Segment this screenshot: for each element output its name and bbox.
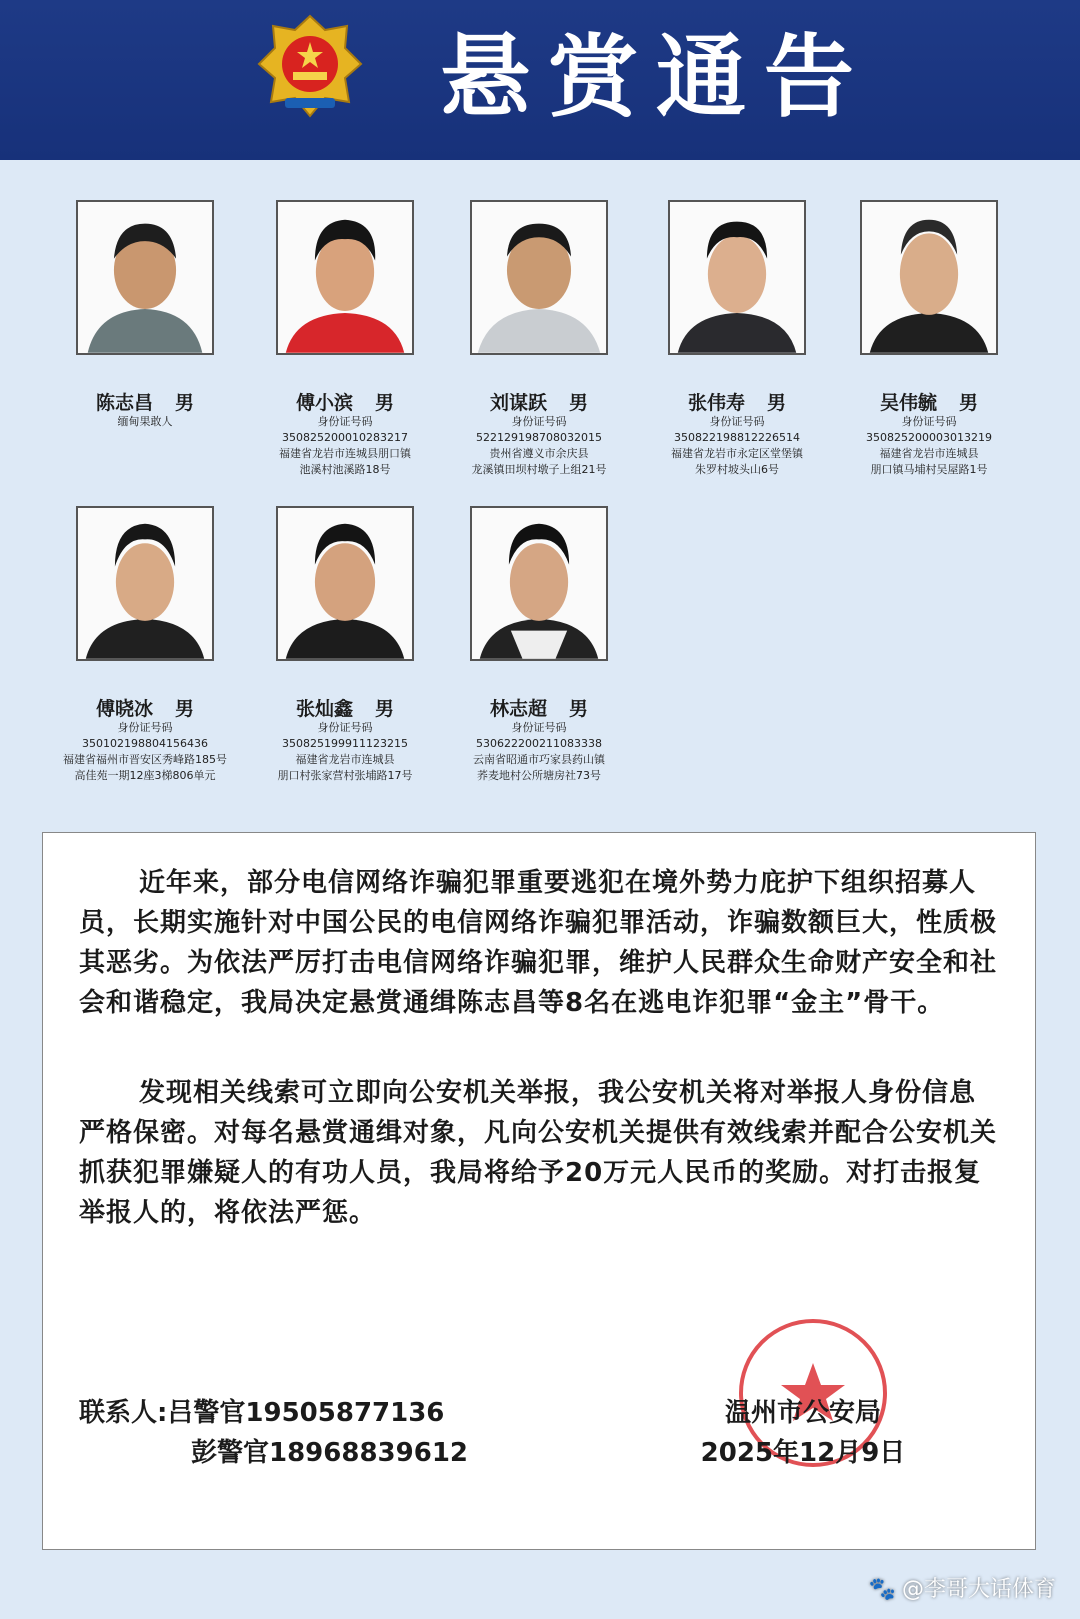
person-info: 身份证号码 350825200010283217 福建省龙岩市连城县朋口镇 池溪村池溪路18号 (279, 415, 411, 476)
person-info: 身份证号码 350825200003013219 福建省龙岩市连城县 朋口镇马埔村吴屋路1号 (866, 415, 992, 476)
contact-line-1: 联系人:吕警官19505877136 (79, 1398, 445, 1428)
paw-icon: 🐾 (868, 1577, 896, 1602)
notice-paragraph-2: 发现相关线索可立即向公安机关举报，我公安机关将对举报人身份信息严格保密。对每名悬赏通缉对象，凡向公安机关提供有效线索并配合公安机关抓获犯罪嫌疑人的有功人员，我局将给予20万元人民币的奖励。对打击报复举报人的，将依法严惩。 (79, 1078, 998, 1228)
person-photo (276, 506, 414, 661)
person-name: 张伟寿 男 (687, 392, 787, 414)
person-name: 傅小滨 男 (295, 392, 395, 414)
notice-date: 2025年12月9日 (700, 1438, 906, 1468)
contact-line-2: 彭警官18968839612 (191, 1438, 468, 1468)
person-photo (470, 200, 608, 355)
person-photo (76, 506, 214, 661)
contact-block (79, 1393, 468, 1473)
person-info: 身份证号码 350102198804156436 福建省福州市晋安区秀峰路185号 高佳苑一期12座3梯806单元 (63, 721, 227, 782)
person-photo (470, 506, 608, 661)
watermark: 🐾 @李哥大话体育 (868, 1577, 1056, 1602)
person-info: 身份证号码 522129198708032015 贵州省遵义市余庆县 龙溪镇田坝村墩子上组21号 (471, 415, 607, 476)
notice-box (42, 832, 1036, 1550)
person-photo (668, 200, 806, 355)
notice-paragraph-1: 近年来，部分电信网络诈骗犯罪重要逃犯在境外势力庇护下组织招募人员，长期实施针对中国公民的电信网络诈骗犯罪活动，诈骗数额巨大，性质极其恶劣。为依法严厉打击电信网络诈骗犯罪，维护人民群众生命财产安全和社会和谐稳定，我局决定悬赏通缉陈志昌等8名在逃电诈犯罪“金主”骨干。 (79, 868, 998, 1018)
person-name: 张灿鑫 男 (295, 698, 395, 720)
person-name: 林志超 男 (489, 698, 589, 720)
person-name: 刘谋跃 男 (489, 392, 589, 414)
person-name: 傅晓冰 男 (95, 698, 195, 720)
person-photo (76, 200, 214, 355)
person-info: 身份证号码 350822198812226514 福建省龙岩市永定区堂堡镇 朱罗村坡头山6号 (671, 415, 803, 476)
person-info: 身份证号码 350825199911123215 福建省龙岩市连城县 朋口村张家营村张埔路17号 (277, 721, 413, 782)
signer-name: 温州市公安局 (724, 1398, 881, 1428)
person-name: 吴伟毓 男 (879, 392, 979, 414)
person-info: 身份证号码 530622200211083338 云南省昭通市巧家县药山镇 荞麦地村公所塘房社73号 (473, 721, 605, 782)
person-photo (276, 200, 414, 355)
person-info: 缅甸果敢人 (117, 415, 173, 428)
person-photo (860, 200, 998, 355)
page-title: 悬赏通告 (440, 25, 872, 130)
person-name: 陈志昌 男 (95, 392, 195, 414)
signer-block (683, 1393, 923, 1473)
